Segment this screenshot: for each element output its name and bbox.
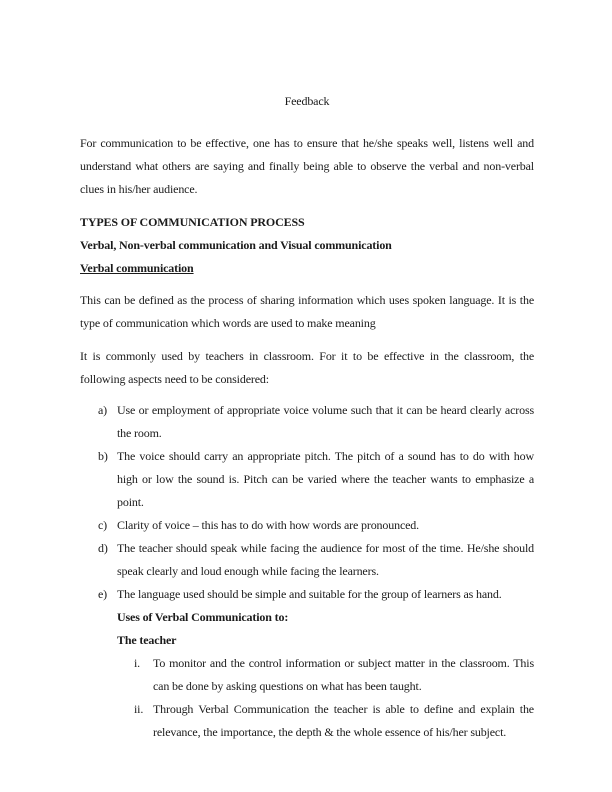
list-item-c xyxy=(98,514,534,537)
communication-types-subheading: Verbal, Non-verbal communication and Visual communication xyxy=(80,238,392,252)
roman-item-ii xyxy=(134,698,534,744)
teacher-heading: The teacher xyxy=(117,633,177,647)
intro-paragraph: For communication to be effective, one has to ensure that he/she speaks well, listens well and understand what others are saying and finally being able to observe the verbal and non-verbal clues in his/her audience. xyxy=(80,136,534,196)
list-item-text: The voice should carry an appropriate pitch. The pitch of a sound has to do with how high or low the sound is. Pitch can be varied where the teacher wants to emphasize a point. xyxy=(117,449,534,509)
roman-item-label: i. xyxy=(134,656,141,670)
list-item-a xyxy=(98,399,534,445)
roman-item-text: To monitor and the control information or subject matter in the classroom. This can be done by asking questions on what has been taught. xyxy=(153,656,534,693)
list-item-b xyxy=(98,445,534,514)
list-item-label: d) xyxy=(98,541,108,555)
list-item-label: a) xyxy=(98,403,108,417)
list-item-text: Clarity of voice – this has to do with how words are pronounced. xyxy=(117,518,420,532)
verbal-communication-heading-row xyxy=(80,257,534,280)
list-item-e xyxy=(98,583,534,606)
list-item-d xyxy=(98,537,534,583)
list-item-text: The teacher should speak while facing the audience for most of the time. He/she should speak clearly and loud enough while facing the learners. xyxy=(117,541,534,578)
list-item-label: c) xyxy=(98,518,108,532)
page-title: Feedback xyxy=(284,94,330,108)
list-item-label: b) xyxy=(98,449,108,463)
uses-heading: Uses of Verbal Communication to: xyxy=(117,610,289,624)
roman-item-text: Through Verbal Communication the teacher is able to define and explain the relevance, the importance, the depth & the whole essence of his/her subject. xyxy=(153,702,534,739)
aspects-list xyxy=(80,399,534,744)
list-item-text: Use or employment of appropriate voice volume such that it can be heard clearly across the room. xyxy=(117,403,534,440)
verbal-usage-paragraph: It is commonly used by teachers in classroom. For it to be effective in the classroom, the following aspects need to be considered: xyxy=(80,349,534,386)
section-headings xyxy=(80,211,534,280)
verbal-definition-paragraph: This can be defined as the process of sharing information which uses spoken language. It is the type of communication which words are used to make meaning xyxy=(80,293,534,330)
section-heading: TYPES OF COMMUNICATION PROCESS xyxy=(80,215,305,229)
roman-item-i xyxy=(134,652,534,698)
verbal-communication-heading: Verbal communication xyxy=(80,261,194,275)
roman-item-label: ii. xyxy=(134,702,144,716)
list-item-label: e) xyxy=(98,587,108,601)
list-item-text: The language used should be simple and suitable for the group of learners as hand. xyxy=(117,587,502,601)
